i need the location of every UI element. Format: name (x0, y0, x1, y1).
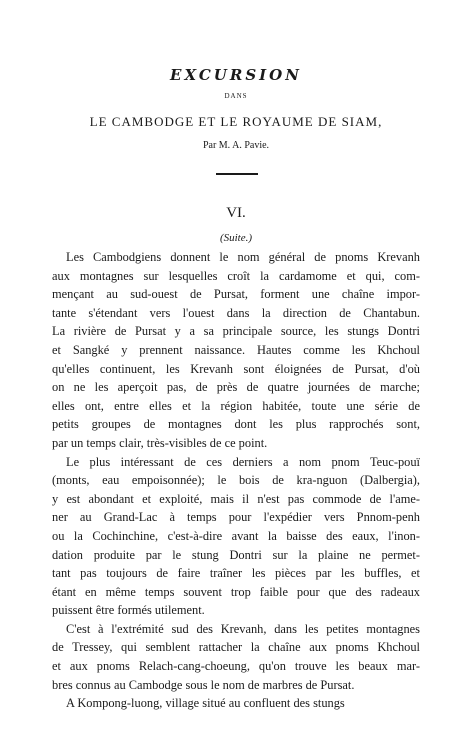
text-line: tant pas toujours de faire traîner les pièces par les buffles, et (52, 566, 420, 581)
text-line: bres connus au Cambodge sous le nom de marbres de Pursat. (52, 677, 355, 692)
text-line: (monts, eau empoisonnée); le bois de kra-nguon (Dalbergia), (52, 473, 420, 488)
text-line: de Tressey, qui semblent rattacher la chaîne aux pnoms Khchoul (52, 640, 420, 655)
paragraph (52, 453, 420, 620)
text-line: tante s'étendant vers l'ouest dans la direction de Chantabun. (52, 305, 420, 320)
body-text (52, 248, 420, 713)
text-line: aux montagnes sur lesquelles croît la cardamome et qui, com- (52, 268, 420, 283)
text-line: par un temps clair, très-visibles de ce point. (52, 435, 268, 450)
paragraph (52, 248, 420, 453)
text-line: Les Cambodgiens donnent le nom général de pnoms Krevanh (66, 250, 420, 264)
text-line: elles ont, entre elles et la région habitée, toute une série de (52, 398, 420, 413)
text-line: y est abondant et exploité, mais il n'est pas commode de l'ame- (52, 491, 420, 506)
text-line: mençant au sud-ouest de Pursat, forment une chaîne impor- (52, 287, 420, 302)
text-line: et aux pnoms Relach-cang-choeung, qu'on trouve les beaux mar- (52, 659, 420, 674)
text-line: puissent être formés utilement. (52, 603, 205, 618)
text-line: ner au Grand-Lac à temps pour l'expédier vers Pnnom-penh (52, 510, 420, 525)
text-line: ou la Cochinchine, c'est-à-dire avant la baisse des eaux, l'inon- (52, 528, 420, 543)
text-line: petits groupes de montagnes dont les plus rapprochés sont, (52, 417, 420, 432)
text-line: on ne les aperçoit pas, de près de quatre journées de marche; (52, 380, 420, 395)
paragraph (52, 694, 420, 713)
text-line: A Kompong-luong, village situé au confluent des stungs (66, 696, 345, 711)
text-line: et Sangké y prennent naissance. Hautes comme les Khchoul (52, 342, 420, 357)
text-line: qu'elles continuent, les Krevanh sont éloignées de Pursat, d'où (52, 361, 420, 376)
text-line: La rivière de Pursat y a sa principale source, les stungs Dontri (52, 324, 420, 339)
text-line: C'est à l'extrémité sud des Krevanh, dans les petites montagnes (66, 621, 420, 636)
text-line: dation produite par le stung Dontri sur la plaine ne permet- (52, 547, 420, 562)
text-line: Le plus intéressant de ces derniers a nom pnom Teuc-pouï (66, 454, 420, 469)
section-number: VI. (226, 205, 246, 221)
text-line: étant en même temps souvent trop faible pour que des radeaux (52, 584, 420, 599)
article-subtitle: LE CAMBODGE ET LE ROYAUME DE SIAM, (89, 114, 383, 129)
section-continuation: (Suite.) (219, 232, 253, 244)
article-title: EXCURSION (170, 66, 302, 84)
author-line: Par M. A. Pavie. (202, 140, 270, 151)
paragraph (52, 620, 420, 694)
title-connector: DANS (224, 92, 248, 100)
title-divider (216, 173, 258, 175)
